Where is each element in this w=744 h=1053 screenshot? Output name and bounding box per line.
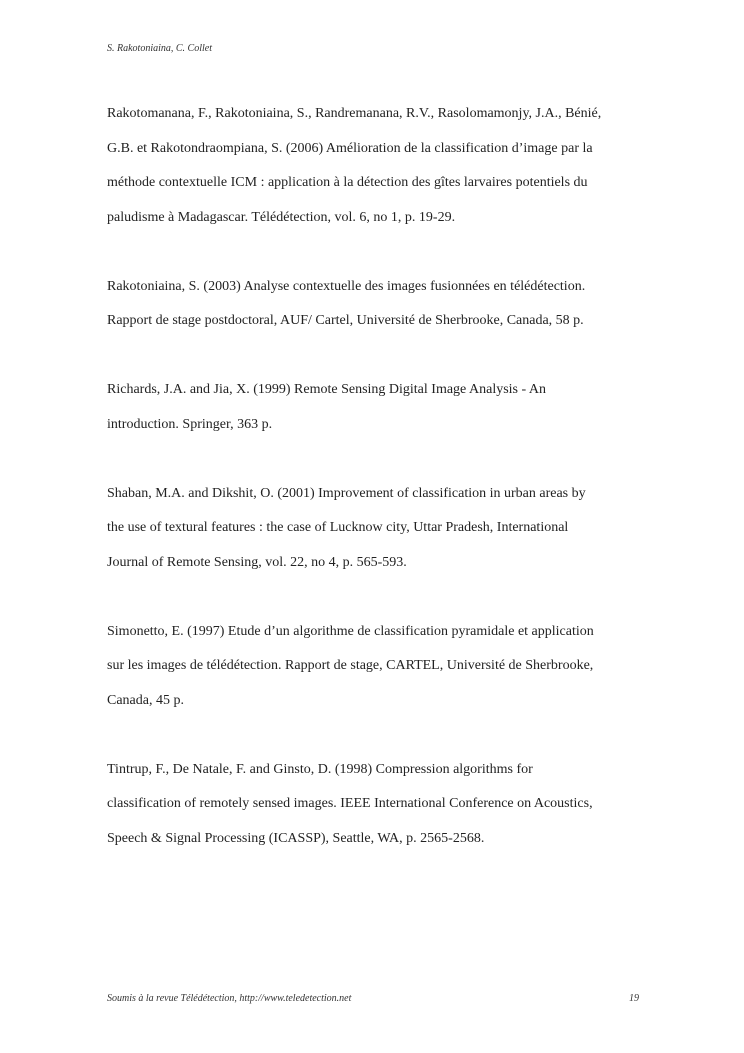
reference-item (107, 477, 647, 581)
reference-line: introduction. Springer, 363 p. (107, 416, 273, 432)
reference-line: Shaban, M.A. and Dikshit, O. (2001) Improvement of classification in urban areas by (107, 485, 586, 501)
reference-line: Speech & Signal Processing (ICASSP), Seattle, WA, p. 2565-2568. (107, 830, 485, 846)
reference-line: Rakotomanana, F., Rakotoniaina, S., Randremanana, R.V., Rasolomamonjy, J.A., Bénié, (107, 106, 602, 121)
reference-line: classification of remotely sensed images. IEEE International Conference on Acoustics, (107, 796, 593, 811)
reference-line: méthode contextuelle ICM : application à la détection des gîtes larvaires potentiels du (107, 175, 588, 190)
reference-line: Simonetto, E. (1997) Etude d’un algorithme de classification pyramidale et application (107, 623, 594, 639)
reference-item (107, 753, 647, 857)
reference-line: paludisme à Madagascar. Télédétection, vol. 6, no 1, p. 19-29. (107, 209, 456, 225)
reference-item (107, 615, 647, 719)
reference-item (107, 373, 647, 442)
page-footer (107, 993, 639, 1004)
footer-journal: Soumis à la revue Télédétection, http://www.teledetection.net (107, 993, 352, 1004)
reference-line: Rakotoniaina, S. (2003) Analyse contextuelle des images fusionnées en télédétection. (107, 278, 586, 294)
reference-line: sur les images de télédétection. Rapport de stage, CARTEL, Université de Sherbrooke, (107, 658, 594, 673)
reference-item (107, 97, 647, 235)
reference-line: Canada, 45 p. (107, 692, 184, 708)
reference-line: G.B. et Rakotondraompiana, S. (2006) Amélioration de la classification d’image par la (107, 140, 593, 156)
reference-line: Rapport de stage postdoctoral, AUF/ Cartel, Université de Sherbrooke, Canada, 58 p. (107, 313, 584, 328)
reference-item (107, 270, 647, 339)
reference-line: the use of textural features : the case of Lucknow city, Uttar Pradesh, International (107, 520, 569, 535)
reference-line: Journal of Remote Sensing, vol. 22, no 4, p. 565-593. (107, 554, 407, 570)
reference-list (107, 97, 647, 856)
reference-line: Richards, J.A. and Jia, X. (1999) Remote Sensing Digital Image Analysis - An (107, 382, 546, 397)
reference-line: Tintrup, F., De Natale, F. and Ginsto, D. (1998) Compression algorithms for (107, 761, 533, 777)
running-header: S. Rakotoniaina, C. Collet (107, 43, 212, 54)
page-number: 19 (629, 993, 639, 1004)
